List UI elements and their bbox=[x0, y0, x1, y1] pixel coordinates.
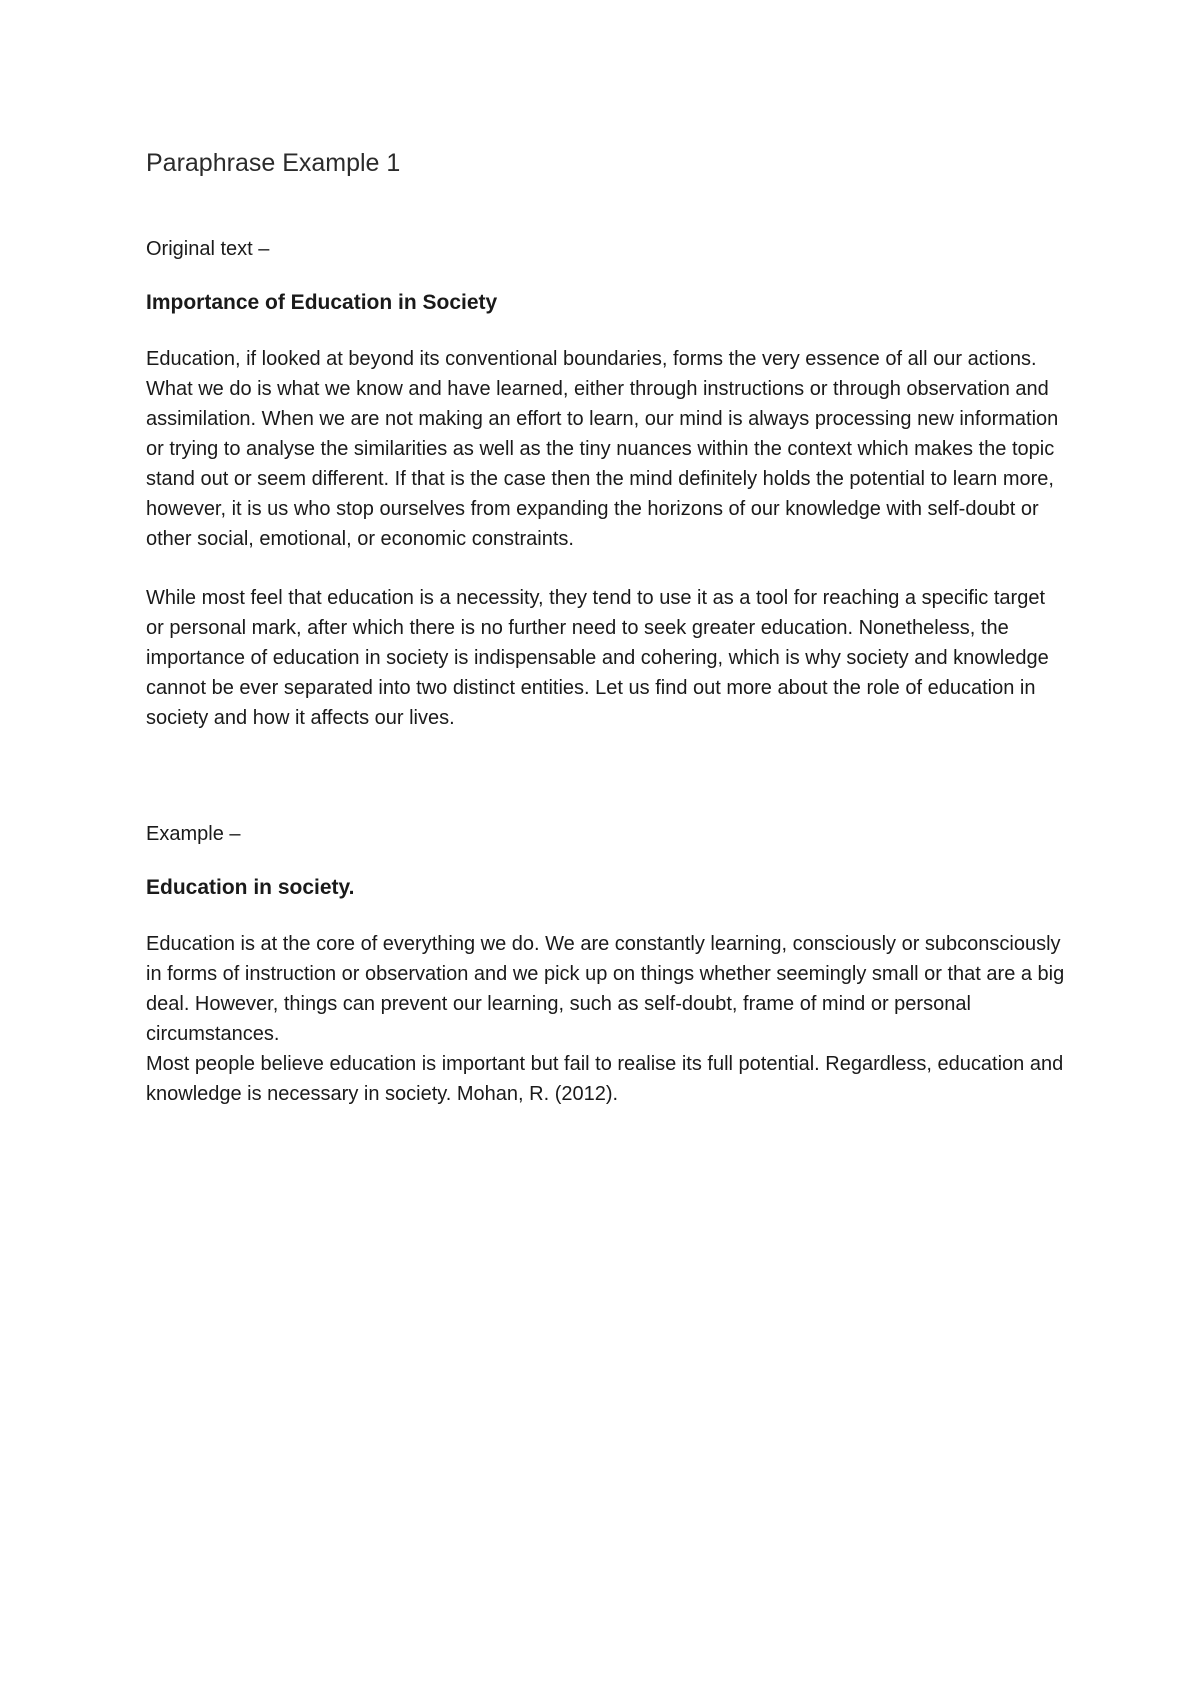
example-paragraph-2: Most people believe education is important but fail to realise its full potential. Regardless, education and knowledge is necessary in society. Mohan, R. (2012). bbox=[146, 1053, 1064, 1105]
example-heading: Education in society. bbox=[146, 876, 355, 899]
original-paragraph-2: While most feel that education is a necessity, they tend to use it as a tool for reaching a specific target or personal mark, after which there is no further need to seek greater education. Nonetheless, the importance of education in society is indispensable and cohering, which is why society and knowledge cannot be ever separated into two distinct entities. Let us find out more about the role of education in society and how it affects our lives. bbox=[146, 587, 1049, 729]
section-spacer bbox=[146, 733, 1066, 821]
example-label: Example – bbox=[146, 823, 241, 845]
original-paragraph-1: Education, if looked at beyond its conventional boundaries, forms the very essence of all our actions. What we do is what we know and have learned, either through instructions or through observation and assimilation. When we are not making an effort to learn, our mind is always processing new information or trying to analyse the similarities as well as the tiny nuances within the context which makes the topic stand out or seem different. If that is the case then the mind definitely holds the potential to learn more, however, it is us who stop ourselves from expanding the horizons of our knowledge with self-doubt or other social, emotional, or economic constraints. bbox=[146, 348, 1059, 550]
example-paragraph-1: Education is at the core of everything we do. We are constantly learning, consciously or subconsciously in forms of instruction or observation and we pick up on things whether seemingly small or that are a big deal. However, things can prevent our learning, such as self-doubt, frame of mind or personal circumstances. bbox=[146, 933, 1065, 1045]
document-page bbox=[146, 148, 1066, 1109]
paragraph-spacer bbox=[146, 554, 1066, 583]
original-text-label: Original text – bbox=[146, 238, 270, 260]
original-heading: Importance of Education in Society bbox=[146, 291, 498, 314]
document-title: Paraphrase Example 1 bbox=[146, 149, 401, 177]
